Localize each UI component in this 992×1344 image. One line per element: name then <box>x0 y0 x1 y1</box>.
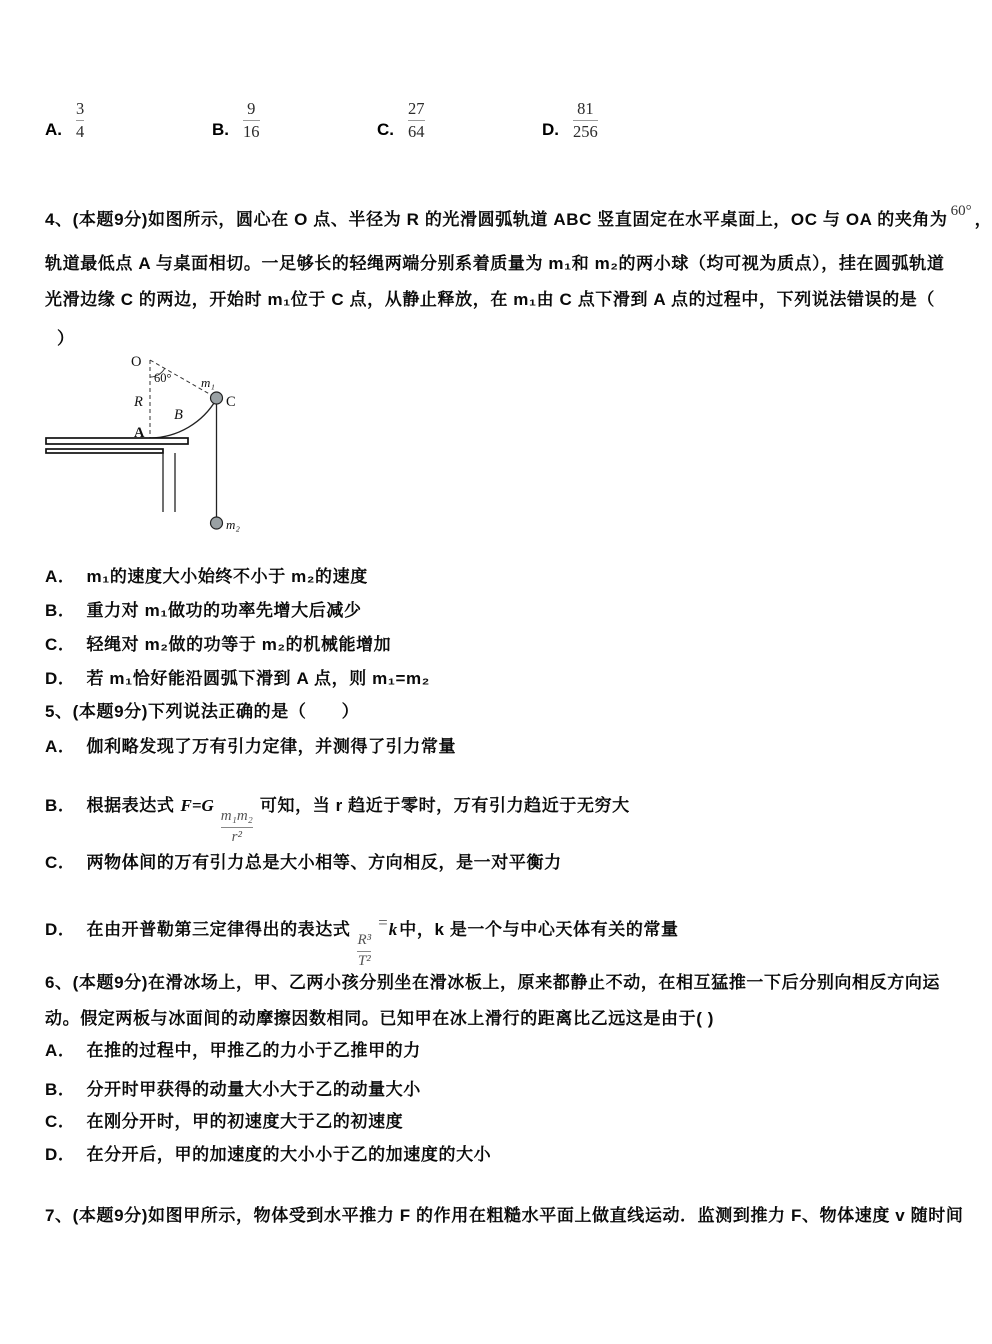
fraction-option-a <box>45 100 84 142</box>
q4-stem-comma: ， <box>974 210 992 229</box>
q4-stem-line1 <box>45 200 992 231</box>
q5-option-a <box>45 736 456 758</box>
option-letter: D． <box>45 1145 76 1164</box>
equals-sign: = <box>378 913 388 932</box>
q4-option-a <box>45 566 368 588</box>
kepler-formula-fraction <box>357 933 371 970</box>
option-letter: B． <box>45 601 76 620</box>
q5-option-c <box>45 852 562 874</box>
q4-stem-line4: ） <box>57 329 75 348</box>
option-text: 伽利略发现了万有引力定律，并测得了引力常量 <box>86 737 457 756</box>
option-letter: A． <box>45 567 76 586</box>
q4-figure-arc-track <box>45 350 325 550</box>
option-letter: B． <box>45 1080 76 1099</box>
gravity-formula-lhs: F=G <box>180 796 214 815</box>
option-text: 轻绳对 m₂做的功等于 m₂的机械能增加 <box>86 635 392 654</box>
q4-option-d <box>45 668 430 690</box>
label-o: O <box>131 354 142 370</box>
option-text-post: 中，k 是一个与中心天体有关的常量 <box>399 920 679 939</box>
fraction-denominator: 64 <box>408 121 425 141</box>
option-text-pre: 根据表达式 <box>86 796 175 815</box>
fraction-numerator: 9 <box>247 99 256 118</box>
option-letter: A. <box>45 119 62 139</box>
fraction-denominator: 4 <box>76 121 85 141</box>
fraction-bar <box>76 120 84 121</box>
q6-option-d <box>45 1144 491 1166</box>
q4-angle-superscript: 60° <box>950 203 972 219</box>
label-m1: m₁ <box>201 375 215 390</box>
constant-k: k <box>388 920 398 939</box>
fraction-bar <box>243 120 260 121</box>
q6-option-b <box>45 1079 421 1101</box>
formula-numerator: m₁m₂ <box>220 808 253 824</box>
option-text: 在分开后，甲的加速度的大小小于乙的加速度的大小 <box>86 1145 492 1164</box>
fraction-bar <box>408 120 425 121</box>
fraction-value <box>243 100 260 142</box>
label-r: R <box>134 394 143 410</box>
q4-stem-line2: 轨道最低点 A 与桌面相切。一足够长的轻绳两端分别系着质量为 m₁和 m₂的两小球（均可视为质点），挂在圆弧轨道 <box>45 254 945 273</box>
q5-option-d <box>45 912 679 970</box>
fraction-value <box>408 100 425 142</box>
option-text: 在刚分开时，甲的初速度大于乙的初速度 <box>86 1112 404 1131</box>
fraction-numerator: 27 <box>408 99 425 118</box>
fraction-bar <box>357 951 371 952</box>
q4-stem-line3: 光滑边缘 C 的两边，开始时 m₁位于 C 点，从静止释放，在 m₁由 C 点下滑到 A 点的过程中，下列说法错误的是（ <box>45 290 935 309</box>
mass-m1-ball <box>211 392 223 404</box>
q7-stem: 7、(本题9分)如图甲所示，物体受到水平推力 F 的作用在粗糙水平面上做直线运动．监测到推力 F、物体速度 v 随时间 <box>45 1206 964 1225</box>
fraction-bar <box>221 827 253 828</box>
option-text: 在推的过程中，甲推乙的力小于乙推甲的力 <box>86 1041 421 1060</box>
option-letter: B. <box>212 119 229 139</box>
label-m2: m₂ <box>226 517 240 532</box>
option-text-pre: 在由开普勒第三定律得出的表达式 <box>86 920 351 939</box>
label-c: C <box>226 394 236 410</box>
fraction-bar <box>573 120 598 121</box>
option-text: 两物体间的万有引力总是大小相等、方向相反，是一对平衡力 <box>86 853 562 872</box>
q4-option-c <box>45 634 391 656</box>
mass-m2-ball <box>211 517 223 529</box>
option-text: 分开时甲获得的动量大小大于乙的动量大小 <box>86 1080 421 1099</box>
q5-option-b <box>45 795 630 846</box>
fraction-numerator: 3 <box>76 99 85 118</box>
q5-stem: 5、(本题9分)下列说法正确的是（ ） <box>45 702 360 721</box>
table-top <box>46 438 188 444</box>
fraction-option-c <box>377 100 425 142</box>
option-letter: A． <box>45 737 76 756</box>
q4-stem-text: 4、(本题9分)如图所示，圆心在 O 点、半径为 R 的光滑圆弧轨道 ABC 竖直固定在水平桌面上，OC 与 OA 的夹角为 <box>45 210 948 229</box>
label-angle: 60° <box>154 371 172 385</box>
option-text: 若 m₁恰好能沿圆弧下滑到 A 点，则 m₁=m₂ <box>86 669 430 688</box>
fraction-value <box>573 100 598 142</box>
formula-denominator: T² <box>357 952 371 969</box>
option-letter: C． <box>45 853 76 872</box>
label-a: A <box>134 425 145 441</box>
formula-denominator: r² <box>231 828 243 845</box>
fraction-numerator: 81 <box>577 99 594 118</box>
q6-option-a <box>45 1040 421 1062</box>
fraction-denominator: 256 <box>573 121 598 141</box>
option-letter: B． <box>45 796 76 815</box>
option-letter: C. <box>377 119 394 139</box>
gravity-formula-fraction <box>221 809 253 846</box>
table-edge <box>46 449 163 453</box>
q6-option-c <box>45 1111 403 1133</box>
q6-stem-line2: 动。假定两板与冰面间的动摩擦因数相同。已知甲在冰上滑行的距离比乙远这是由于( ) <box>45 1009 715 1028</box>
option-letter: C． <box>45 635 76 654</box>
option-text: 重力对 m₁做功的功率先增大后减少 <box>86 601 362 620</box>
arc-track-abc <box>150 399 217 438</box>
fraction-denominator: 16 <box>243 121 260 141</box>
label-b: B <box>174 407 183 423</box>
option-letter: A． <box>45 1041 76 1060</box>
option-text-post: 可知，当 r 趋近于零时，万有引力趋近于无穷大 <box>259 796 630 815</box>
option-letter: C． <box>45 1112 76 1131</box>
formula-numerator: R³ <box>357 932 372 948</box>
fraction-value <box>76 100 84 142</box>
q6-stem-line1: 6、(本题9分)在滑冰场上，甲、乙两小孩分别坐在滑冰板上，原来都静止不动，在相互猛推一下后分别向相反方向运 <box>45 973 941 992</box>
q4-option-b <box>45 600 362 622</box>
fraction-option-b <box>212 100 260 142</box>
option-text: m₁的速度大小始终不小于 m₂的速度 <box>86 567 368 586</box>
option-letter: D． <box>45 669 76 688</box>
option-letter: D． <box>45 920 76 939</box>
option-letter: D. <box>542 119 559 139</box>
fraction-option-d <box>542 100 598 142</box>
